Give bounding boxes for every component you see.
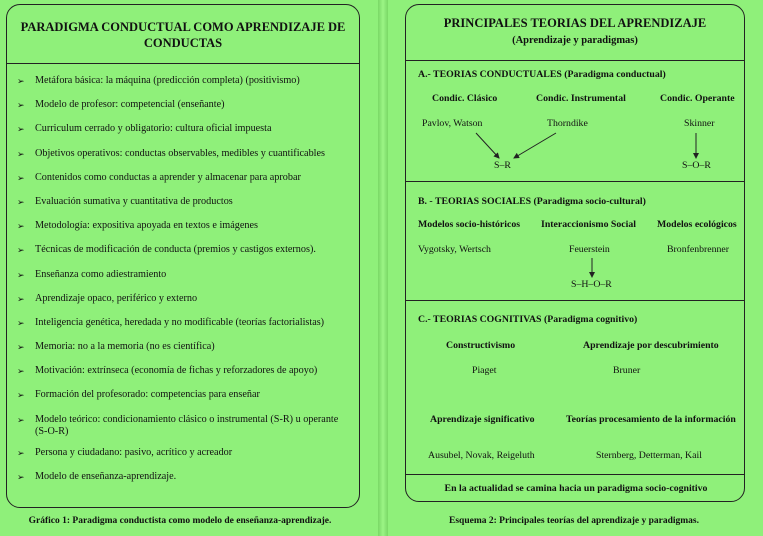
bullet-arrow-icon: ➢ xyxy=(17,172,25,183)
paradigm-feature-text: Contenidos como conductas a aprender y almacenar para aprobar xyxy=(35,171,301,183)
paradigm-feature-item xyxy=(17,220,353,232)
section-b-result: S–H–O–R xyxy=(571,279,612,290)
section-b-auth2: Feuerstein xyxy=(569,244,610,255)
paradigm-feature-text: Técnicas de modificación de conducta (premios y castigos externos). xyxy=(35,244,316,256)
section-a-heading: A.- TEORIAS CONDUCTUALES (Paradigma conductual) xyxy=(418,69,666,80)
section-c-auth2: Bruner xyxy=(613,365,641,376)
section-b-auth3: Bronfenbrenner xyxy=(667,244,730,255)
section-a-auth1: Pavlov, Watson xyxy=(422,118,483,129)
paradigm-feature-text: Modelo de profesor: competencial (enseñante) xyxy=(35,99,225,111)
section-c-col2: Aprendizaje por descubrimiento xyxy=(583,340,719,351)
bullet-arrow-icon: ➢ xyxy=(17,390,25,401)
paradigm-feature-item xyxy=(17,269,353,281)
bullet-arrow-icon: ➢ xyxy=(17,317,25,328)
section-b-col3: Modelos ecológicos xyxy=(657,219,737,230)
paradigm-feature-item xyxy=(17,341,353,353)
paradigm-feature-item xyxy=(17,172,353,184)
paradigm-feature-text: Persona y ciudadano: pasivo, acrítico y acreador xyxy=(35,446,233,458)
section-b-col2: Interaccionismo Social xyxy=(541,219,636,230)
bullet-arrow-icon: ➢ xyxy=(17,221,25,232)
section-a-col1: Condic. Clásico xyxy=(432,93,498,104)
section-b-heading: B. - TEORIAS SOCIALES (Paradigma socio-cultural) xyxy=(418,196,646,207)
bullet-arrow-icon: ➢ xyxy=(17,124,25,135)
diagram-arrows xyxy=(406,5,746,503)
paradigm-feature-item xyxy=(17,196,353,208)
section-a-col3: Condic. Operante xyxy=(660,93,735,104)
section-c-col3: Aprendizaje significativo xyxy=(430,414,535,425)
paradigm-feature-item xyxy=(17,123,353,135)
paradigm-feature-text: Objetivos operativos: conductas observables, medibles y cuantificables xyxy=(35,147,325,159)
left-caption: Gráfico 1: Paradigma conductista como modelo de enseñanza-aprendizaje. xyxy=(28,516,332,526)
section-b-auth1: Vygotsky, Wertsch xyxy=(418,244,491,255)
section-a-auth2: Thorndike xyxy=(547,118,588,129)
paradigm-feature-item xyxy=(17,293,353,305)
section-a-result-sr: S–R xyxy=(494,160,511,171)
conductual-paradigm-box xyxy=(6,4,360,508)
footer-note: En la actualidad se camina hacia un paradigma socio-cognitivo xyxy=(444,483,708,494)
paradigm-feature-text: Aprendizaje opaco, periférico y externo xyxy=(35,292,198,304)
section-c-auth4: Sternberg, Detterman, Kail xyxy=(596,450,702,461)
paradigm-feature-item xyxy=(17,244,353,256)
paradigm-feature-text: Modelo teórico: condicionamiento clásico o instrumental (S-R) u operante (S-O-R) xyxy=(35,413,339,437)
section-a-col2: Condic. Instrumental xyxy=(536,93,626,104)
section-c-col1: Constructivismo xyxy=(446,340,516,351)
right-title: PRINCIPALES TEORIAS DEL APRENDIZAJE xyxy=(443,16,707,30)
bullet-arrow-icon: ➢ xyxy=(17,342,25,353)
bullet-arrow-icon: ➢ xyxy=(17,76,25,86)
right-caption: Esquema 2: Principales teorías del aprendizaje y paradigmas. xyxy=(449,516,699,526)
paradigm-feature-item xyxy=(17,75,353,87)
paradigm-feature-text: Memoria: no a la memoria (no es científica) xyxy=(35,341,215,353)
arrow-pavlov-to-sr xyxy=(476,133,499,158)
bullet-arrow-icon: ➢ xyxy=(17,269,25,280)
paradigm-feature-item xyxy=(17,99,353,111)
section-c-col4: Teorías procesamiento de la información xyxy=(566,414,736,425)
paradigm-feature-item xyxy=(17,317,353,329)
paradigm-feature-item xyxy=(17,365,353,377)
bullet-arrow-icon: ➢ xyxy=(17,293,25,304)
bullet-arrow-icon: ➢ xyxy=(17,471,25,482)
paradigm-feature-item xyxy=(17,148,353,160)
right-page xyxy=(385,0,763,536)
paradigm-feature-text: Inteligencia genética, heredada y no modificable (teorías factorialistas) xyxy=(35,316,325,328)
arrow-thorndike-to-sr xyxy=(514,133,556,158)
paradigm-feature-text: Motivación: extrínseca (economía de fichas y reforzadores de apoyo) xyxy=(35,365,318,377)
section-c-auth1: Piaget xyxy=(472,365,497,376)
paradigm-feature-text: Curriculum cerrado y obligatorio: cultura oficial impuesta xyxy=(35,123,272,135)
section-a-result-sor: S–O–R xyxy=(682,160,711,171)
bullet-arrow-icon: ➢ xyxy=(17,366,25,377)
right-subtitle: (Aprendizaje y paradigmas) xyxy=(512,35,638,46)
bullet-arrow-icon: ➢ xyxy=(17,100,25,111)
paradigm-feature-list xyxy=(17,75,353,495)
paradigm-feature-text: Metáfora básica: la máquina (predicción completa) (positivismo) xyxy=(35,75,300,86)
paradigm-feature-item xyxy=(17,447,353,459)
learning-theories-box xyxy=(405,4,745,502)
section-c-heading: C.- TEORIAS COGNITIVAS (Paradigma cognitivo) xyxy=(418,314,638,325)
paradigm-feature-item xyxy=(17,471,353,483)
left-title-divider xyxy=(7,63,359,64)
section-a-auth3: Skinner xyxy=(684,118,715,129)
paradigm-feature-text: Enseñanza como adiestramiento xyxy=(35,268,167,280)
paradigm-feature-text: Formación del profesorado: competencias para enseñar xyxy=(35,389,260,401)
paradigm-feature-text: Modelo de enseñanza-aprendizaje. xyxy=(35,470,177,482)
left-title: PARADIGMA CONDUCTUAL COMO APRENDIZAJE DE CONDUCTAS xyxy=(20,20,346,50)
bullet-arrow-icon: ➢ xyxy=(17,148,25,159)
paradigm-feature-item xyxy=(17,414,353,438)
bullet-arrow-icon: ➢ xyxy=(17,245,25,256)
paradigm-feature-item xyxy=(17,389,353,401)
section-b-col1: Modelos socio-históricos xyxy=(418,219,521,230)
section-c-auth3: Ausubel, Novak, Reigeluth xyxy=(428,450,535,461)
paradigm-feature-text: Evaluación sumativa y cuantitativa de productos xyxy=(35,195,233,207)
bullet-arrow-icon: ➢ xyxy=(17,196,25,207)
paradigm-feature-text: Metodología: expositiva apoyada en textos e imágenes xyxy=(35,220,258,232)
bullet-arrow-icon: ➢ xyxy=(17,447,25,458)
bullet-arrow-icon: ➢ xyxy=(17,414,25,425)
